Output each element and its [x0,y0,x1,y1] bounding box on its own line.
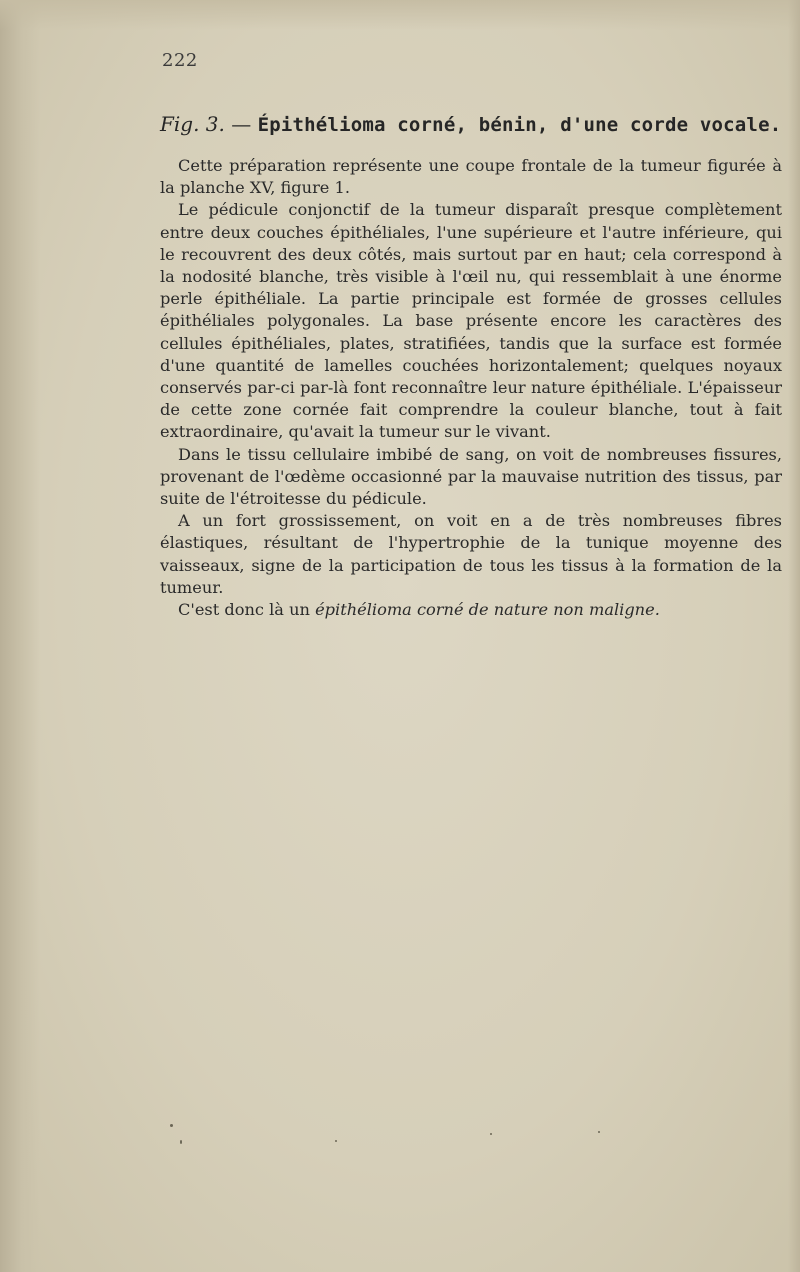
page-right-shadow [788,0,800,1272]
paper-speck [180,1140,182,1144]
paragraph: Le pédicule conjonctif de la tumeur disparaît presque complètement entre deux couches épithéliales, l'une supérieure et l'autre inférieure, qui le recouvrent des deux côtés, mais surtout par en haut; cela correspond à la nodosité blanche, très visible à l'œil nu, qui ressemblait à une énorme perle épithéliale. La partie principale est formée de grosses cellules épithéliales polygonales. La base présente encore les caractères des cellules épithéliales, plates, stratifiées, tandis que la surface est formée d'une quantité de lamelles couchées horizontalement; quelques noyaux conservés par-ci par-là font reconnaître leur nature épithéliale. L'épaisseur de cette zone cornée fait comprendre la couleur blanche, tout à fait extraordinaire, qu'avait la tumeur sur le vivant. [160,200,782,442]
paragraph: Dans le tissu cellulaire imbibé de sang, on voit de nombreuses fissures, provenant de l'œdème occasionné par la mauvaise nutrition des tissus, par suite de l'étroitesse du pédicule. [160,444,782,509]
paragraph: A un fort grossissement, on voit en a de très nombreuses fibres élastiques, résultant de l'hypertrophie de la tunique moyenne des vaisseaux, signe de la participation de tous les tissus à la formation de la tumeur. [160,511,782,597]
conclusion-paragraph [160,599,782,621]
paper-speck [598,1131,600,1133]
paper-speck [490,1133,492,1135]
body-text [160,155,782,621]
paragraph: Cette préparation représente une coupe frontale de la tumeur figurée à la planche XV, figure 1. [160,156,782,198]
page-binding-shadow [0,0,40,1272]
paper-speck [335,1140,337,1142]
conclusion-prefix: C'est donc là un [178,600,316,620]
figure-caption [160,112,782,136]
figure-title: Épithélioma corné, bénin, d'une corde vocale. [257,114,782,136]
paper-speck [170,1124,173,1127]
page-number: 222 [162,50,198,71]
caption-dash: — [224,112,258,136]
conclusion-emphasis: épithélioma corné de nature non maligne. [315,600,660,620]
figure-label: Fig. 3. [160,112,225,136]
page-top-shadow [0,0,800,30]
